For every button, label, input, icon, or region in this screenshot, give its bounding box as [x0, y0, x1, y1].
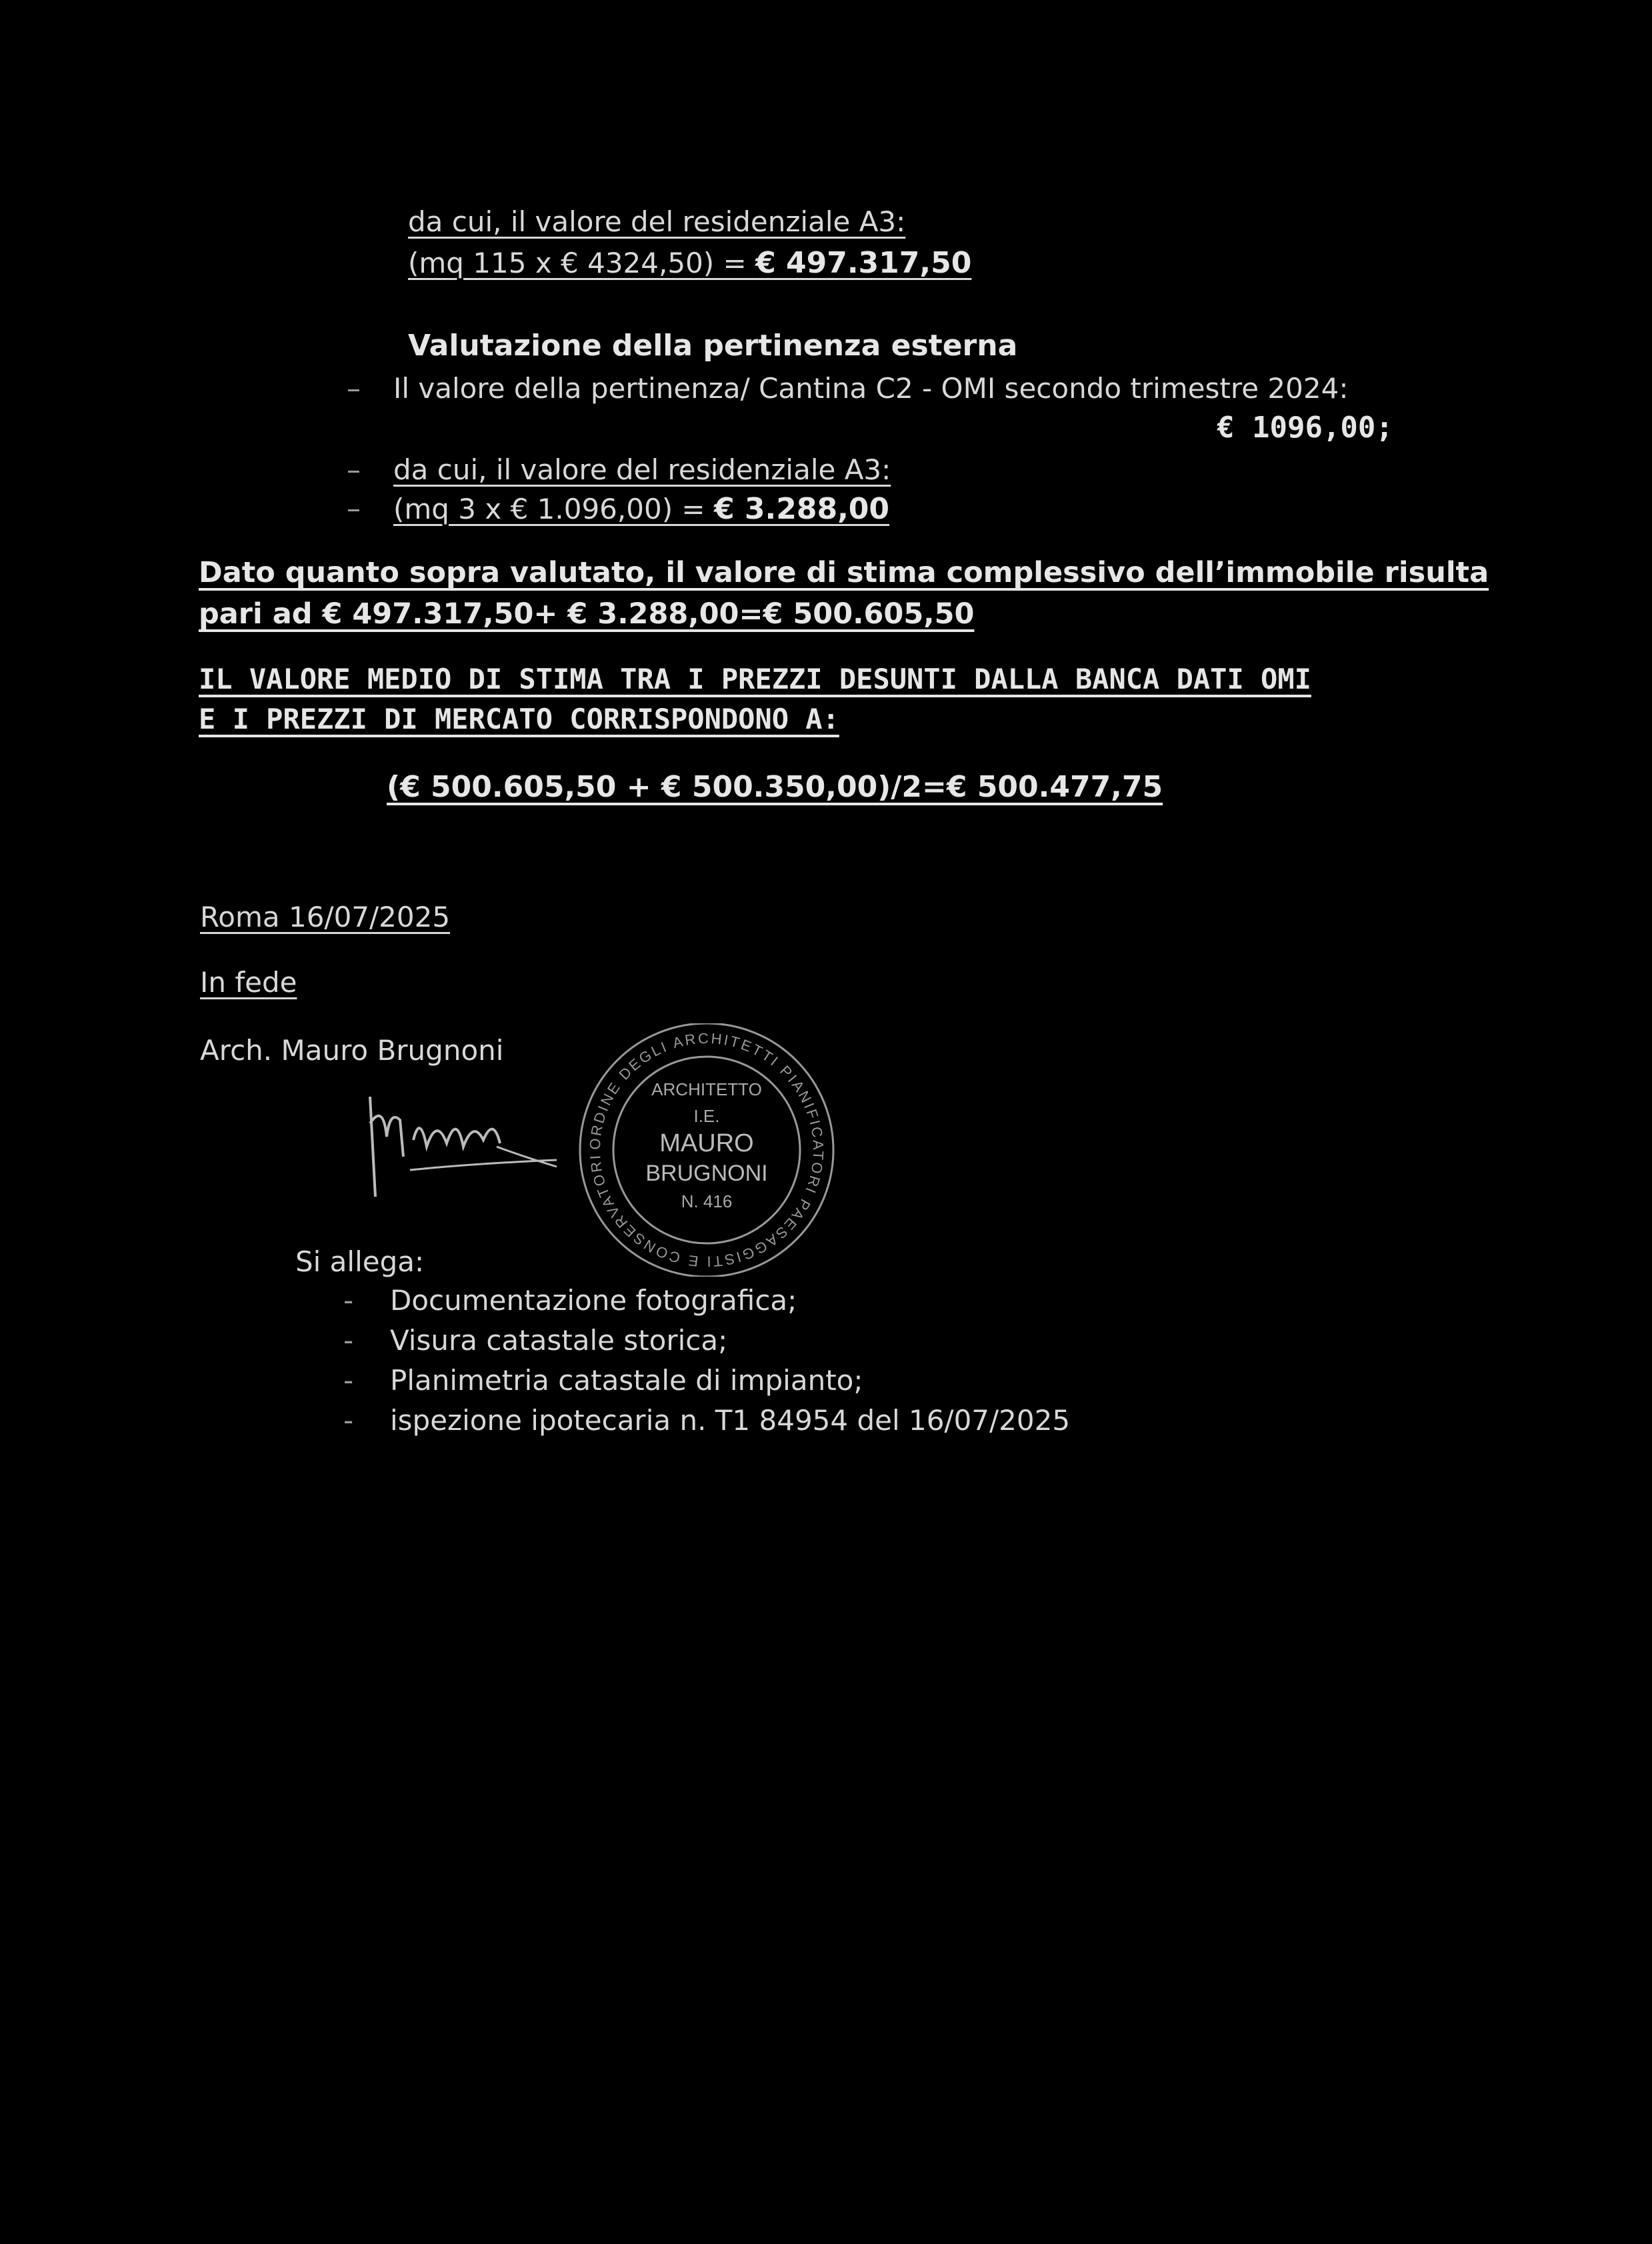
pertinenza-line1: Il valore della pertinenza/ Cantina C2 - OMI secondo trimestre 2024:: [393, 372, 1349, 405]
bullet-dash: –: [347, 453, 361, 486]
stamp-line2: I.E.: [693, 1106, 720, 1126]
pertinenza-line3: [393, 492, 890, 526]
signatory-name: Arch. Mauro Brugnoni: [200, 1034, 504, 1067]
residenziale-intro: da cui, il valore del residenziale A3:: [408, 205, 906, 238]
allegati-label: Si allega:: [295, 1245, 425, 1278]
residenziale-calc-result: € 497.317,50: [755, 246, 972, 280]
bullet-dash: –: [347, 492, 361, 525]
stamp-line5: N. 416: [681, 1191, 733, 1211]
stamp-line1: ARCHITETTO: [651, 1079, 762, 1099]
stima-line1: Dato quanto sopra valutato, il valore di stima complessivo dell’immobile risulta: [199, 556, 1489, 589]
allegato-item: Visura catastale storica;: [390, 1324, 728, 1357]
pertinenza-line1-value: € 1096,00;: [1217, 411, 1393, 445]
valore-medio-line1: IL VALORE MEDIO DI STIMA TRA I PREZZI DESUNTI DALLA BANCA DATI OMI: [199, 663, 1311, 695]
place-date: Roma 16/07/2025: [200, 901, 451, 933]
stamp-line4: BRUGNONI: [645, 1161, 768, 1186]
stima-line2: pari ad € 497.317,50+ € 3.288,00=€ 500.605,50: [199, 597, 975, 631]
allegato-item: Planimetria catastale di impianto;: [390, 1364, 863, 1397]
svg-text:ORDINE DEGLI ARCHITETTI PIANIF: ORDINE DEGLI ARCHITETTI PIANIFICATORI PAESAGGISTI E CONSERVATORI: [586, 1029, 827, 1271]
pertinenza-line3-prefix: (mq 3 x € 1.096,00) =: [393, 493, 714, 525]
pertinenza-heading: Valutazione della pertinenza esterna: [408, 329, 1018, 363]
pertinenza-line2: da cui, il valore del residenziale A3:: [393, 453, 891, 486]
residenziale-calc-prefix: (mq 115 x € 4324,50) =: [408, 247, 756, 279]
bullet-dash: -: [343, 1404, 354, 1437]
in-fede: In fede: [200, 966, 297, 999]
bullet-dash: –: [347, 372, 361, 405]
pertinenza-line3-result: € 3.288,00: [713, 492, 890, 526]
stamp-line3: MAURO: [659, 1129, 754, 1157]
valore-medio-line2: E I PREZZI DI MERCATO CORRISPONDONO A:: [199, 703, 839, 735]
allegato-item: Documentazione fotografica;: [390, 1284, 797, 1317]
bullet-dash: -: [343, 1364, 354, 1397]
bullet-dash: -: [343, 1324, 354, 1357]
bullet-dash: -: [343, 1284, 354, 1317]
handwritten-signature: [363, 1083, 563, 1203]
valore-medio-formula: (€ 500.605,50 + € 500.350,00)/2=€ 500.477,75: [387, 770, 1163, 804]
professional-stamp: [570, 1023, 843, 1277]
residenziale-calc: [408, 246, 972, 280]
allegato-item: ispezione ipotecaria n. T1 84954 del 16/07/2025: [390, 1404, 1071, 1437]
